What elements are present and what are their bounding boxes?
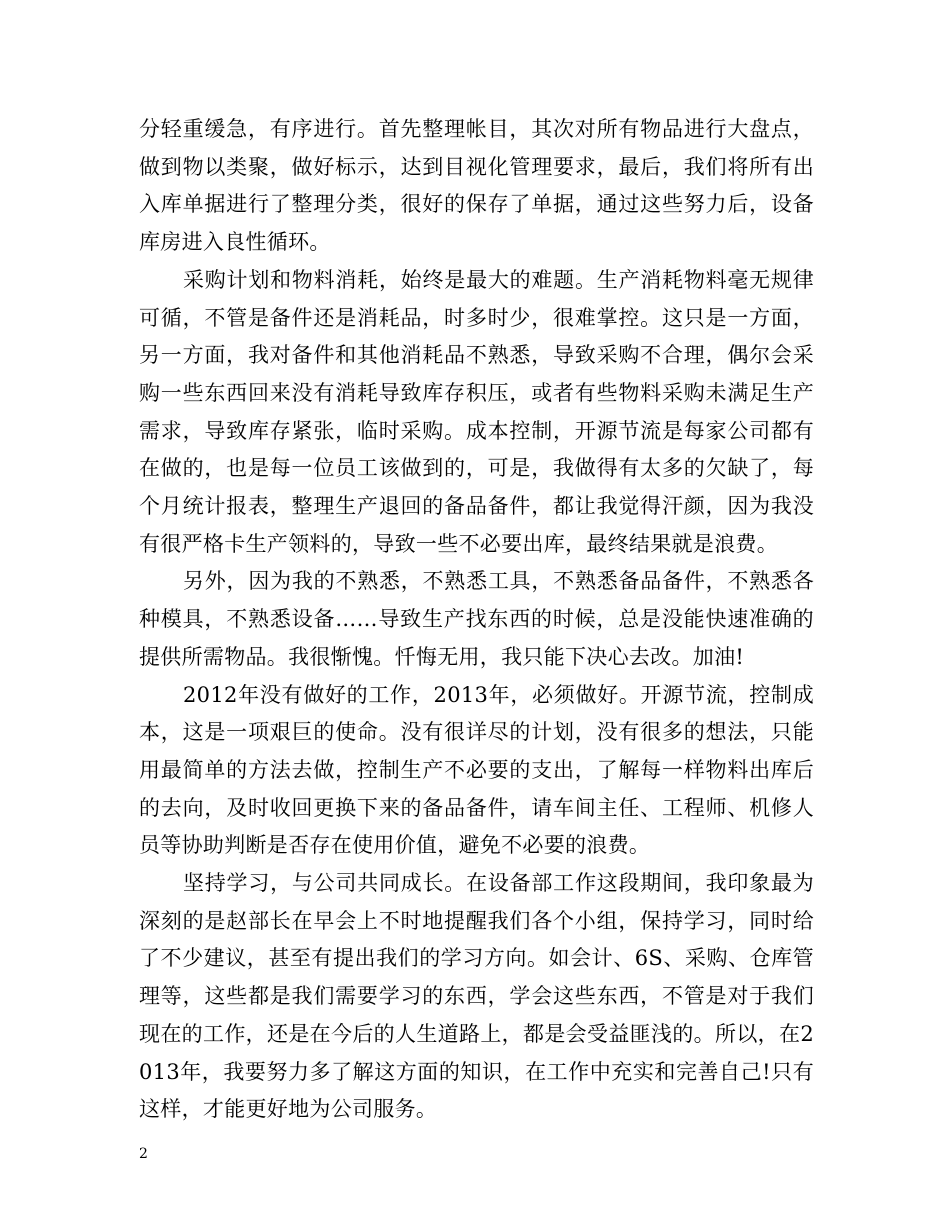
paragraph-procurement: 采购计划和物料消耗，始终是最大的难题。生产消耗物料毫无规律可循，不管是备件还是消耗品，时多时少，很难掌控。这只是一方面，另一方面，我对备件和其他消耗品不熟悉，导致采购不合理，偶尔会采购一些东西回来没有消耗导致库存积压，或者有些物料采购未满足生产需求，导致库存紧张，临时采购。成本控制，开源节流是每家公司都有在做的，也是每一位员工该做到的，可是，我做得有太多的欠缺了，每个月统计报表，整理生产退回的备品备件，都让我觉得汗颜，因为我没有很严格卡生产领料的，导致一些不必要出库，最终结果就是浪费。 — [139, 267, 814, 556]
paragraph-continuation: 分轻重缓急，有序进行。首先整理帐目，其次对所有物品进行大盘点，做到物以类聚，做好标示，达到目视化管理要求，最后，我们将所有出入库单据进行了整理分类，很好的保存了单据，通过这些努力后，设备库房进入良性循环。 — [139, 117, 814, 255]
document-body — [139, 111, 814, 1129]
paragraph-2013-plan: 2012年没有做好的工作，2013年，必须做好。开源节流，控制成本，这是一项艰巨的使命。没有很详尽的计划，没有很多的想法，只能用最简单的方法去做，控制生产不必要的支出，了解每一样物料出库后的去向，及时收回更换下来的备品备件，请车间主任、工程师、机修人员等协助判断是否存在使用价值，避免不必要的浪费。 — [139, 682, 814, 858]
paragraph-familiarity: 另外，因为我的不熟悉，不熟悉工具，不熟悉备品备件，不熟悉各种模具，不熟悉设备……导致生产找东西的时候，总是没能快速准确的提供所需物品。我很惭愧。忏悔无用，我只能下决心去改。加油! — [139, 569, 814, 669]
paragraph-learning: 坚持学习，与公司共同成长。在设备部工作这段期间，我印象最为深刻的是赵部长在早会上不时地提醒我们各个小组，保持学习，同时给了不少建议，甚至有提出我们的学习方向。如会计、6S、采购、仓库管理等，这些都是我们需要学习的东西，学会这些东西，不管是对于我们现在的工作，还是在今后的人生道路上，都是会受益匪浅的。所以，在2013年，我要努力多了解这方面的知识，在工作中充实和完善自己!只有这样，才能更好地为公司服务。 — [139, 871, 814, 1122]
page-number: 2 — [139, 1146, 148, 1162]
